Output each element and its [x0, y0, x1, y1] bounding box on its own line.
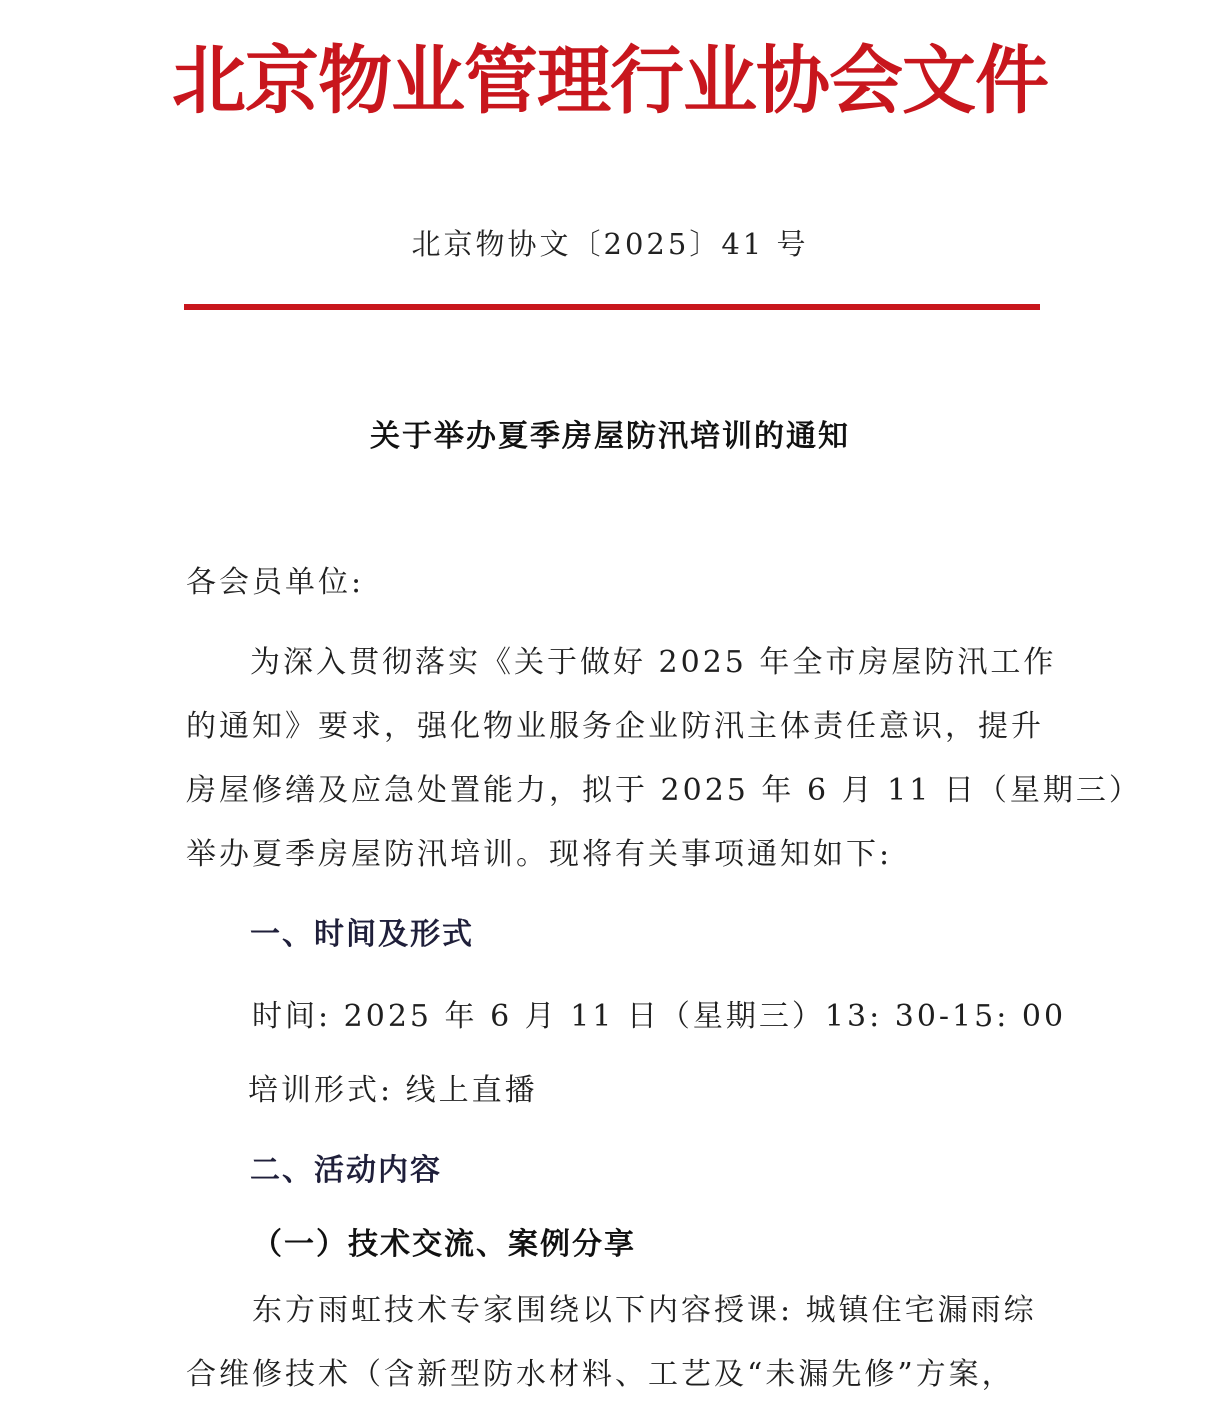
- masthead-title: 北京物业管理行业协会文件: [172, 38, 1048, 124]
- document-number: 北京物协文〔2025〕41 号: [411, 227, 809, 261]
- content-line: 东方雨虹技术专家围绕以下内容授课: 城镇住宅漏雨综: [252, 1293, 1037, 1328]
- training-format: 培训形式: 线上直播: [248, 1073, 538, 1108]
- intro-line: 房屋修缮及应急处置能力，拟于 2025 年 6 月 11 日（星期三）: [186, 773, 1142, 808]
- section-heading-content: 二、活动内容: [250, 1153, 442, 1188]
- salutation: 各会员单位:: [186, 565, 365, 600]
- intro-line: 举办夏季房屋防汛培训。现将有关事项通知如下:: [186, 837, 893, 872]
- subsection-heading: （一）技术交流、案例分享: [252, 1227, 636, 1262]
- content-line: 合维修技术（含新型防水材料、工艺及“未漏先修”方案，: [186, 1357, 1015, 1392]
- training-time: 时间: 2025 年 6 月 11 日（星期三）13: 30-15: 00: [252, 999, 1067, 1034]
- intro-line: 为深入贯彻落实《关于做好 2025 年全市房屋防汛工作: [250, 645, 1057, 680]
- section-heading-time-format: 一、时间及形式: [250, 917, 474, 952]
- red-divider-rule: [184, 304, 1040, 310]
- notice-title: 关于举办夏季房屋防汛培训的通知: [370, 419, 850, 454]
- intro-line: 的通知》要求，强化物业服务企业防汛主体责任意识，提升: [186, 709, 1044, 744]
